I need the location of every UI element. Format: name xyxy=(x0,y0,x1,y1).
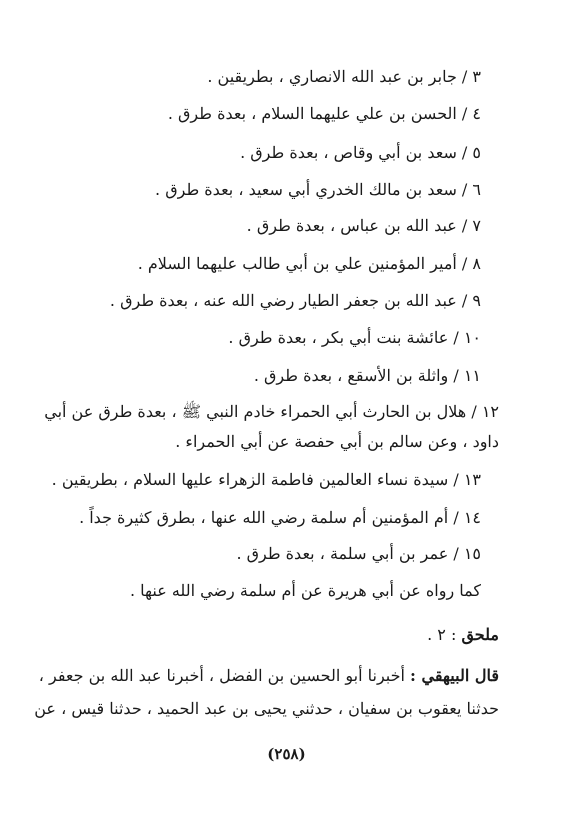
list-item: ٧ / عبد الله بن عباس ، بعدة طرق . xyxy=(246,216,481,235)
list-item: ٥ / سعد بن أبي وقاص ، بعدة طرق . xyxy=(240,143,481,162)
list-item: ٦ / سعد بن مالك الخدري أبي سعيد ، بعدة طرق . xyxy=(155,180,481,199)
section-heading-number: : ٢ . xyxy=(427,625,462,644)
list-item: ١٢ / هلال بن الحارث أبي الحمراء خادم النبي ﷺ ، بعدة طرق عن أبي xyxy=(44,402,499,421)
list-item: ٤ / الحسن بن علي عليهما السلام ، بعدة طرق . xyxy=(167,104,481,123)
paragraph-line: حدثنا يعقوب بن سفيان ، حدثني يحيى بن عبد الحميد ، حدثنا قيس ، عن xyxy=(34,699,499,718)
list-item: كما رواه عن أبي هريرة عن أم سلمة رضي الله عنها . xyxy=(129,581,481,600)
list-item: ١٠ / عائشة بنت أبي بكر ، بعدة طرق . xyxy=(228,328,481,347)
list-item: ١١ / واثلة بن الأسقع ، بعدة طرق . xyxy=(253,366,481,385)
list-item: ١٤ / أم المؤمنين أم سلمة رضي الله عنها ، بطرق كثيرة جداً . xyxy=(79,508,481,527)
list-item: ٩ / عبد الله بن جعفر الطيار رضي الله عنه ، بعدة طرق . xyxy=(109,291,481,310)
paragraph-line xyxy=(38,665,499,687)
paragraph-lead: قال البيهقي : xyxy=(410,666,499,685)
list-item: ١٣ / سيدة نساء العالمين فاطمة الزهراء عليها السلام ، بطريقين . xyxy=(51,470,481,489)
paragraph-text: أخبرنا أبو الحسين بن الفضل ، أخبرنا عبد الله بن جعفر ، xyxy=(38,666,411,685)
list-item: ٣ / جابر بن عبد الله الانصاري ، بطريقين . xyxy=(207,67,481,86)
page-number: (٢٥٨) xyxy=(267,745,306,763)
section-heading-label: ملحق xyxy=(461,625,499,644)
section-heading xyxy=(75,624,499,646)
list-item: ٨ / أمير المؤمنين علي بن أبي طالب عليهما السلام . xyxy=(137,254,481,273)
list-item: ١٥ / عمر بن أبي سلمة ، بعدة طرق . xyxy=(236,544,481,563)
list-item-continuation: داود ، وعن سالم بن أبي حفصة عن أبي الحمراء . xyxy=(175,432,499,451)
